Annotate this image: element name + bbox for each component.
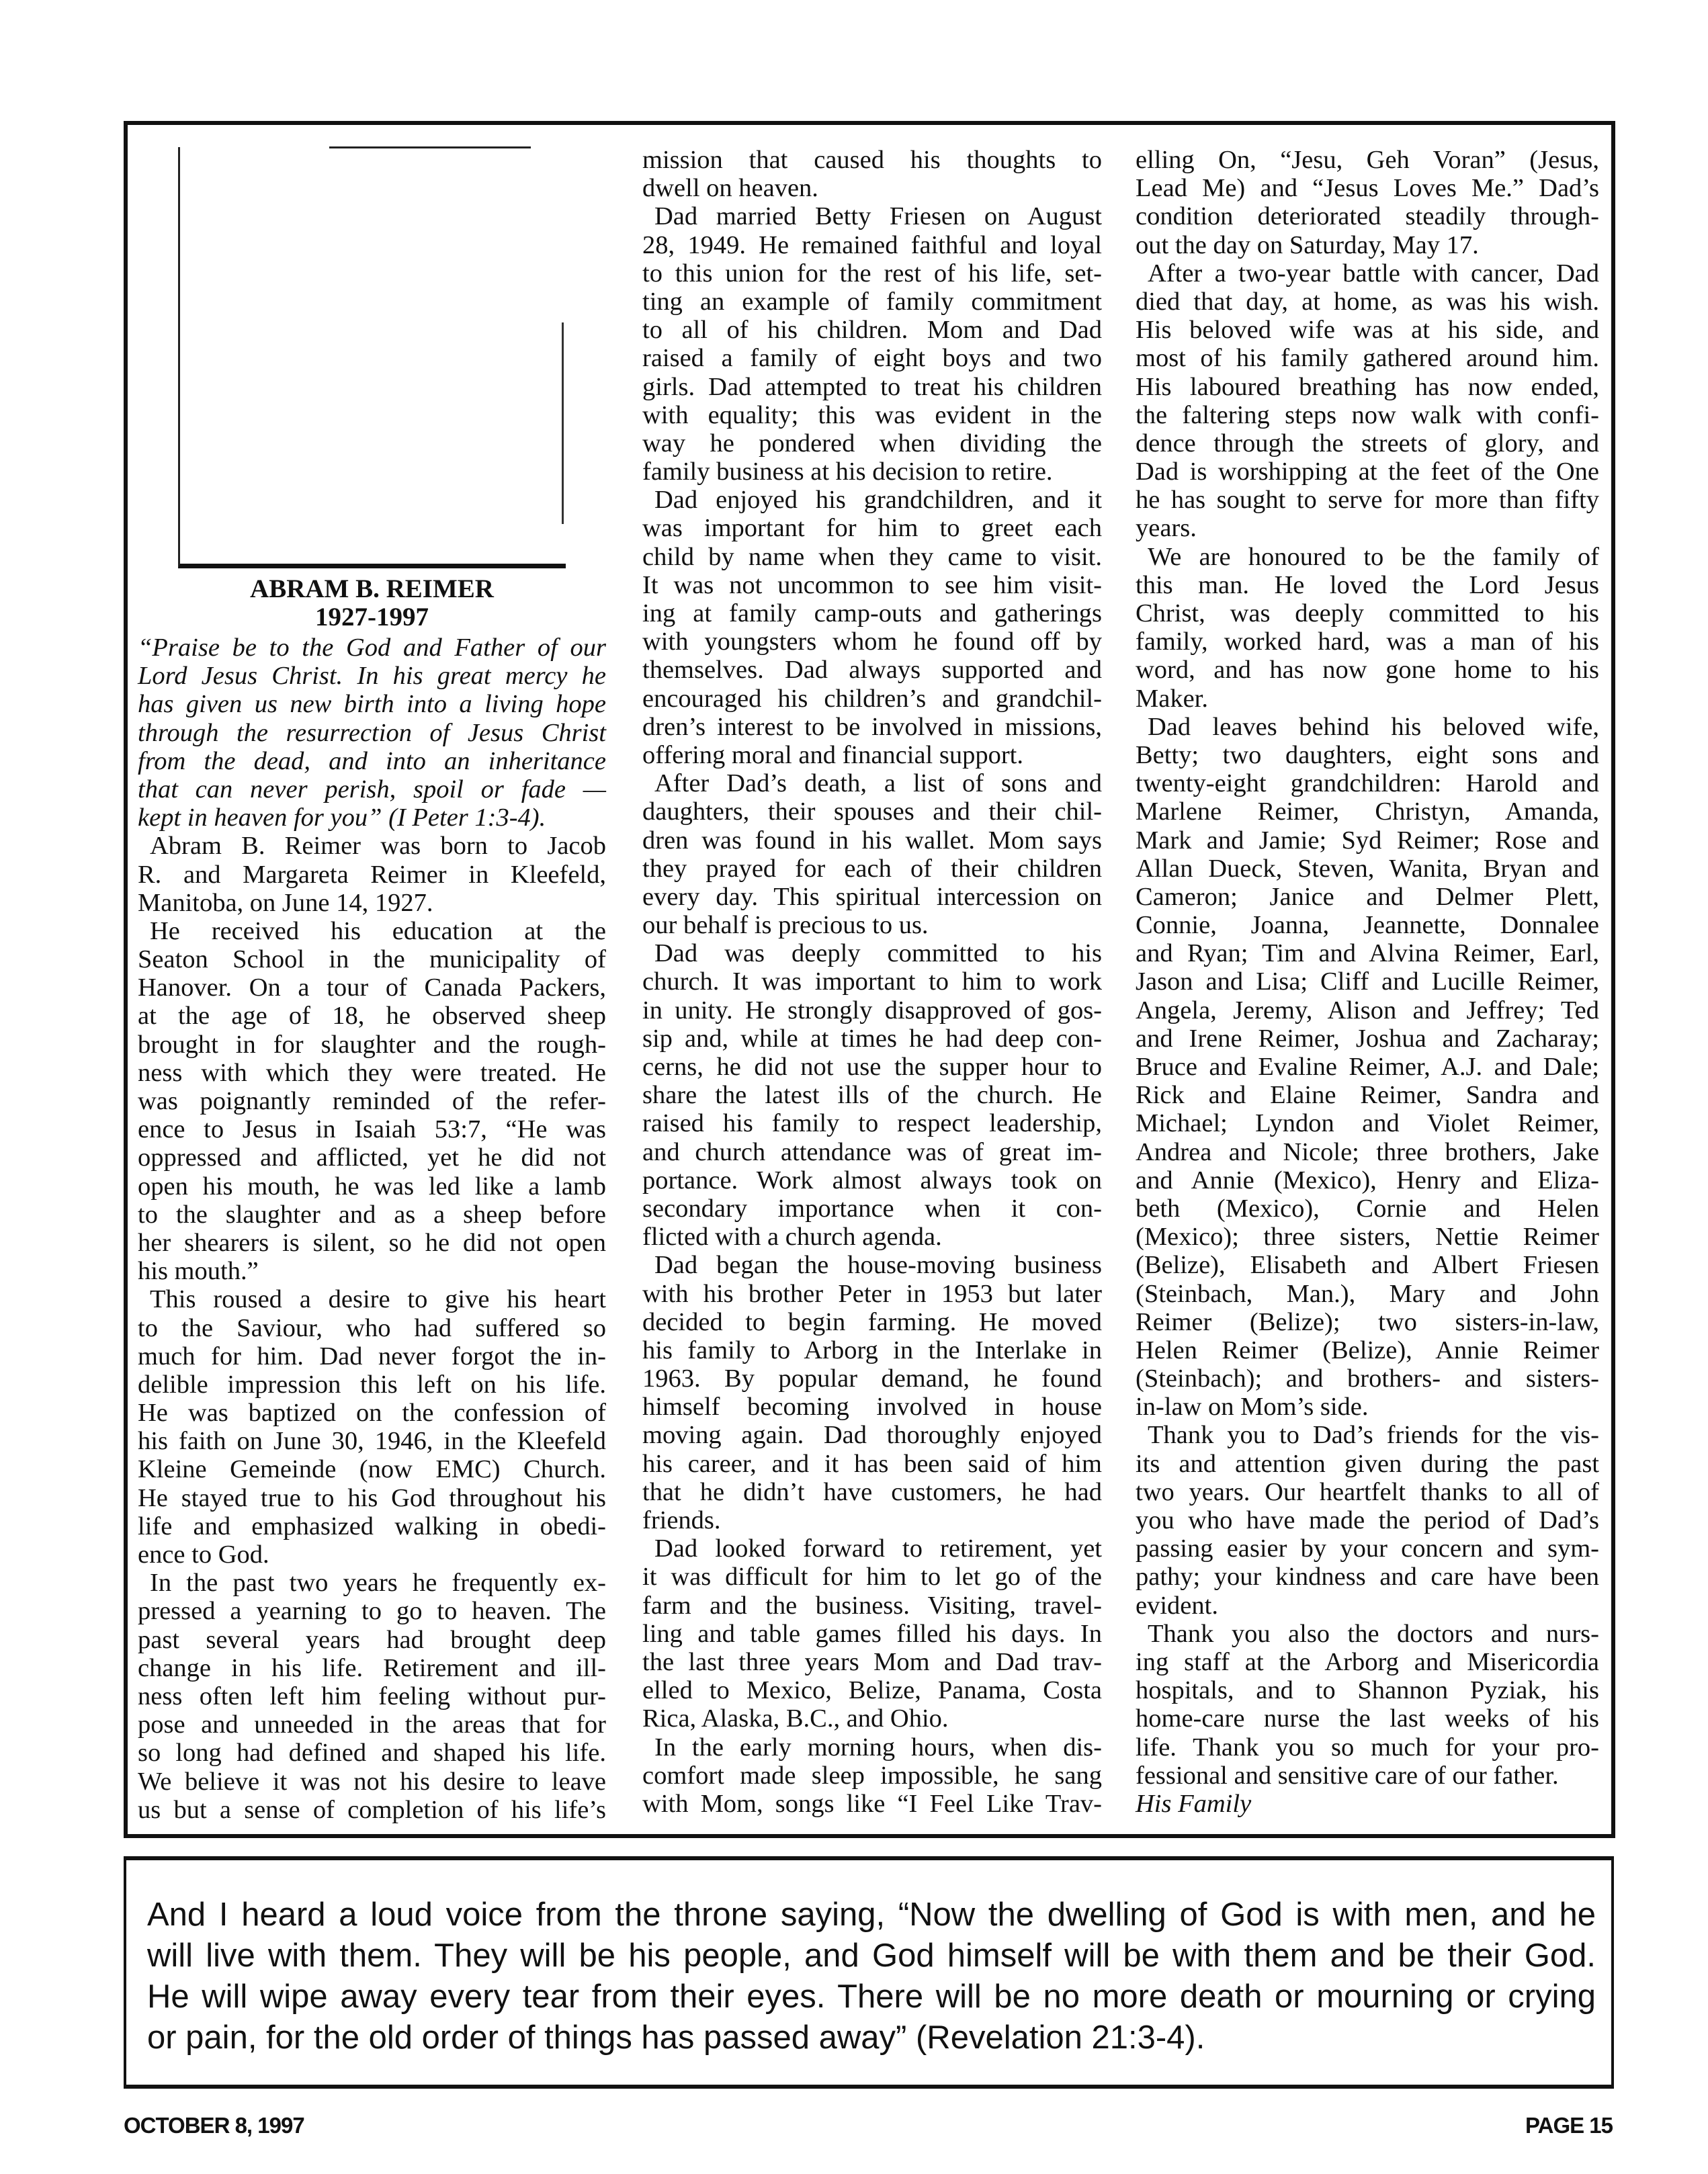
text-line: Rica, Alaska, B.C., and Ohio. [642,1704,949,1733]
text-column-3 [1136,146,1599,1818]
text-line: Andrea and Nicole; three brothers, Jake [1136,1137,1599,1166]
text-line: Dad enjoyed his grandchildren, and it [654,486,1102,515]
text-line: change in his life. Retirement and ill- [138,1653,606,1682]
text-line: has given us new birth into a living hope [138,690,606,719]
text-line: elling On, “Jesu, Geh Voran” (Jesus, [1136,146,1599,174]
text-line: Thank you to Dad’s friends for the vis- [1148,1421,1599,1450]
text-line: Hanover. On a tour of Canada Packers, [138,973,606,1002]
text-line: word, and has now gone home to his [1136,656,1599,685]
text-line: Abram B. Reimer was born to Jacob [150,832,606,861]
text-line: ness with which they were treated. He [138,1058,606,1087]
text-line: We are honoured to be the family of [1148,542,1599,571]
text-line: Dad looked forward to retirement, yet [654,1534,1102,1563]
text-line: themselves. Dad always supported and [642,656,1102,685]
text-line: its and attention given during the past [1136,1449,1599,1478]
text-line: portance. Work almost always took on [642,1166,1102,1194]
text-line: After a two-year battle with cancer, Dad [1148,259,1599,288]
text-line: his mouth.” [138,1257,259,1286]
text-line: delible impression this left on his life. [138,1370,606,1399]
text-line: that he didn’t have customers, he had [642,1477,1102,1506]
text-line: our behalf is precious to us. [642,911,929,940]
text-line: He received his education at the [150,916,606,945]
text-line: In the past two years he frequently ex- [150,1569,606,1598]
photo-frame-edge [562,322,564,524]
text-line: Manitoba, on June 14, 1927. [138,888,433,917]
text-line: you who have made the period of Dad’s [1136,1506,1599,1534]
text-line: so long had defined and shaped his life. [138,1739,606,1768]
text-line: His laboured breathing has now ended, [1136,372,1599,401]
text-line: home-care nurse the last weeks of his [1136,1704,1599,1733]
text-line: and Annie (Mexico), Henry and Eliza- [1136,1166,1599,1194]
text-line: life and emphasized walking in obedi- [138,1512,606,1540]
text-line: Cameron; Janice and Delmer Plett, [1136,882,1599,911]
text-line: this man. He loved the Lord Jesus [1136,570,1599,599]
text-line: Dad leaves behind his beloved wife, [1148,712,1599,741]
text-line: Dad began the house-moving business [654,1251,1102,1280]
text-line: Dad is worshipping at the feet of the One [1136,458,1599,486]
scripture-line: And I heard a loud voice from the throne saying, “Now the dwelling of God is with men, and he [147,1897,1596,1933]
text-column-1 [138,634,606,1824]
text-line: 28, 1949. He remained faithful and loyal [642,230,1102,259]
text-line: much for him. Dad never forgot the in- [138,1342,606,1371]
text-line: Christ, was deeply committed to his [1136,599,1599,627]
text-line: We believe it was not his desire to leave [138,1767,606,1796]
text-line: passing easier by your concern and sym- [1136,1534,1599,1563]
text-line: to this union for the rest of his life, set- [642,259,1102,288]
text-column-2 [642,146,1102,1818]
text-line: Angela, Jeremy, Alison and Jeffrey; Ted [1136,996,1599,1025]
text-line: ling and table games filled his days. In [642,1619,1102,1648]
text-line: two years. Our heartfelt thanks to all of [1136,1477,1599,1506]
text-line: comfort made sleep impossible, he sang [642,1761,1102,1790]
text-line: through the resurrection of Jesus Christ [138,718,606,747]
text-line: ing staff at the Arborg and Misericordia [1136,1647,1599,1676]
text-line: and church attendance was of great im- [642,1137,1102,1166]
text-line: Jason and Lisa; Cliff and Lucille Reimer, [1136,967,1599,996]
text-line: the faltering steps now walk with confi- [1136,400,1599,429]
text-line: Marlene Reimer, Christyn, Amanda, [1136,797,1599,826]
text-line: with Mom, songs like “I Feel Like Trav- [642,1789,1102,1818]
scripture-line: or pain, for the old order of things has passed away” (Revelation 21:3-4). [147,2019,1205,2056]
text-line: ness often left him feeling without pur- [138,1682,606,1710]
page-number: PAGE 15 [1525,2113,1613,2138]
text-line: (Mexico); three sisters, Nettie Reimer [1136,1223,1599,1252]
signature-line: His Family [1136,1789,1252,1818]
text-line: open his mouth, he was led like a lamb [138,1172,606,1201]
text-line: they prayed for each of their children [642,854,1102,883]
text-line: Betty; two daughters, eight sons and [1136,740,1599,769]
text-line: was important for him to greet each [642,514,1102,543]
text-line: evident. [1136,1591,1218,1620]
text-line: daughters, their spouses and their chil- [642,797,1102,826]
text-line: himself becoming involved in house [642,1393,1102,1422]
text-line: at the age of 18, he observed sheep [138,1002,606,1031]
text-line: in unity. He strongly disapproved of gos- [642,996,1102,1025]
scripture-line: will live with them. They will be his people, and God himself will be with them and be their God. [147,1938,1596,1974]
text-line: pressed a yearning to go to heaven. The [138,1597,606,1626]
text-line: decided to begin farming. He moved [642,1307,1102,1336]
text-line: farm and the business. Visiting, travel- [642,1591,1102,1620]
text-line: Helen Reimer (Belize), Annie Reimer [1136,1336,1599,1364]
text-line: His beloved wife was at his side, and [1136,316,1599,345]
text-line: Michael; Lyndon and Violet Reimer, [1136,1109,1599,1138]
text-line: Thank you also the doctors and nurs- [1148,1619,1599,1648]
text-line: with youngsters whom he found off by [642,627,1102,656]
text-line: pathy; your kindness and care have been [1136,1563,1599,1592]
text-line: the last three years Mom and Dad trav- [642,1647,1102,1676]
text-line: was poignantly reminded of the refer- [138,1087,606,1115]
text-line: with his brother Peter in 1953 but later [642,1279,1102,1308]
text-line: her shearers is silent, so he did not open [138,1228,606,1257]
text-line: to the Saviour, who had suffered so [138,1313,606,1342]
text-line: hospitals, and to Shannon Pyziak, his [1136,1676,1599,1705]
text-line: R. and Margareta Reimer in Kleefeld, [138,860,606,889]
text-line: it was difficult for him to let go of the [642,1563,1102,1592]
text-line: Reimer (Belize); two sisters-in-law, [1136,1307,1599,1336]
obituary-years: 1927-1997 [315,603,429,632]
text-line: (Steinbach, Man.), Mary and John [1136,1279,1599,1308]
scripture-quote [147,1895,1596,2058]
text-line: years. [1136,514,1197,543]
text-line: friends. [642,1506,721,1534]
text-line: encouraged his children’s and grandchil- [642,684,1102,713]
text-line: 1963. By popular demand, he found [642,1364,1102,1393]
text-line: pose and unneeded in the areas that for [138,1710,606,1739]
text-line: Allan Dueck, Steven, Wanita, Bryan and [1136,854,1599,883]
text-line: his career, and it has been said of him [642,1449,1102,1478]
text-line: most of his family gathered around him. [1136,344,1599,373]
text-line: raised his family to respect leadership, [642,1109,1102,1138]
text-line: Lord Jesus Christ. In his great mercy he [138,662,606,691]
text-line: ence to God. [138,1540,269,1569]
text-line: that can never perish, spoil or fade — [138,775,606,803]
text-line: family, worked hard, was a man of his [1136,627,1599,656]
text-line: Mark and Jamie; Syd Reimer; Rose and [1136,826,1599,855]
issue-date: OCTOBER 8, 1997 [124,2113,304,2138]
text-line: ting an example of family commitment [642,287,1102,316]
photo-placeholder [178,147,566,568]
text-line: offering moral and financial support. [642,740,1023,769]
text-line: life. Thank you so much for your pro- [1136,1733,1599,1762]
text-line: girls. Dad attempted to treat his children [642,372,1102,401]
text-line: He stayed true to his God throughout his [138,1483,606,1512]
text-line: brought in for slaughter and the rough- [138,1030,606,1059]
text-line: He was baptized on the confession of [138,1399,606,1428]
text-line: (Steinbach); and brothers- and sisters- [1136,1364,1599,1393]
text-line: beth (Mexico), Cornie and Helen [1136,1194,1599,1223]
text-line: to all of his children. Mom and Dad [642,316,1102,345]
text-line: “Praise be to the God and Father of our [138,634,606,662]
text-line: It was not uncommon to see him visit- [642,570,1102,599]
text-line: Bruce and Evaline Reimer, A.J. and Dale; [1136,1053,1599,1081]
text-line: and Irene Reimer, Joshua and Zacharay; [1136,1024,1599,1053]
text-line: condition deteriorated steadily through- [1136,202,1599,231]
text-line: family business at his decision to retire. [642,458,1053,486]
text-line: sip and, while at times he had deep con- [642,1024,1102,1053]
text-line: to the slaughter and as a sheep before [138,1200,606,1229]
text-line: dren’s interest to be involved in missions, [642,712,1102,741]
text-line: he has sought to serve for more than fifty [1136,486,1599,515]
text-line: elled to Mexico, Belize, Panama, Costa [642,1676,1102,1705]
text-line: Maker. [1136,684,1208,713]
text-line: dwell on heaven. [642,174,818,203]
text-line: way he pondered when dividing the [642,429,1102,458]
text-line: child by name when they came to visit. [642,542,1102,571]
text-line: Seaton School in the municipality of [138,945,606,974]
text-line: Dad was deeply committed to his [654,939,1102,968]
text-line: past several years had brought deep [138,1625,606,1654]
text-line: dren was found in his wallet. Mom says [642,826,1102,855]
text-line: in-law on Mom’s side. [1136,1393,1369,1422]
text-line: secondary importance when it con- [642,1194,1102,1223]
text-line: his faith on June 30, 1946, in the Kleefeld [138,1427,606,1456]
text-line: and Ryan; Tim and Alvina Reimer, Earl, [1136,939,1599,968]
text-line: After Dad’s death, a list of sons and [654,769,1102,798]
text-line: Lead Me) and “Jesus Loves Me.” Dad’s [1136,174,1599,203]
text-line: ing at family camp-outs and gatherings [642,599,1102,627]
text-line: share the latest ills of the church. He [642,1081,1102,1110]
text-line: from the dead, and into an inheritance [138,746,606,775]
obituary-name: ABRAM B. REIMER [250,574,494,603]
text-line: (Belize), Elisabeth and Albert Friesen [1136,1251,1599,1280]
text-line: moving again. Dad thoroughly enjoyed [642,1421,1102,1450]
scripture-line: He will wipe away every tear from their eyes. There will be no more death or mourning or crying [147,1979,1596,2015]
photo-frame-edge [329,146,531,148]
text-line: flicted with a church agenda. [642,1223,942,1252]
text-line: church. It was important to him to work [642,967,1102,996]
text-line: oppressed and afflicted, yet he did not [138,1143,606,1172]
text-line: Connie, Joanna, Jeannette, Donnalee [1136,911,1599,940]
text-line: kept in heaven for you” (I Peter 1:3-4). [138,803,546,832]
text-line: This roused a desire to give his heart [150,1285,606,1314]
text-line: with equality; this was evident in the [642,400,1102,429]
text-line: cerns, he did not use the supper hour to [642,1053,1102,1081]
text-line: every day. This spiritual intercession on [642,882,1102,911]
text-line: raised a family of eight boys and two [642,344,1102,373]
text-line: Kleine Gemeinde (now EMC) Church. [138,1455,606,1484]
text-line: twenty-eight grandchildren: Harold and [1136,769,1599,798]
text-line: us but a sense of completion of his life’s [138,1795,606,1824]
text-line: died that day, at home, as was his wish. [1136,287,1599,316]
text-line: his family to Arborg in the Interlake in [642,1336,1102,1364]
text-line: mission that caused his thoughts to [642,146,1102,174]
text-line: out the day on Saturday, May 17. [1136,230,1479,259]
text-line: In the early morning hours, when dis- [654,1733,1102,1762]
text-line: Rick and Elaine Reimer, Sandra and [1136,1081,1599,1110]
text-line: ence to Jesus in Isaiah 53:7, “He was [138,1115,606,1144]
text-line: fessional and sensitive care of our father. [1136,1761,1559,1790]
text-line: dence through the streets of glory, and [1136,429,1599,458]
text-line: Dad married Betty Friesen on August [654,202,1102,231]
